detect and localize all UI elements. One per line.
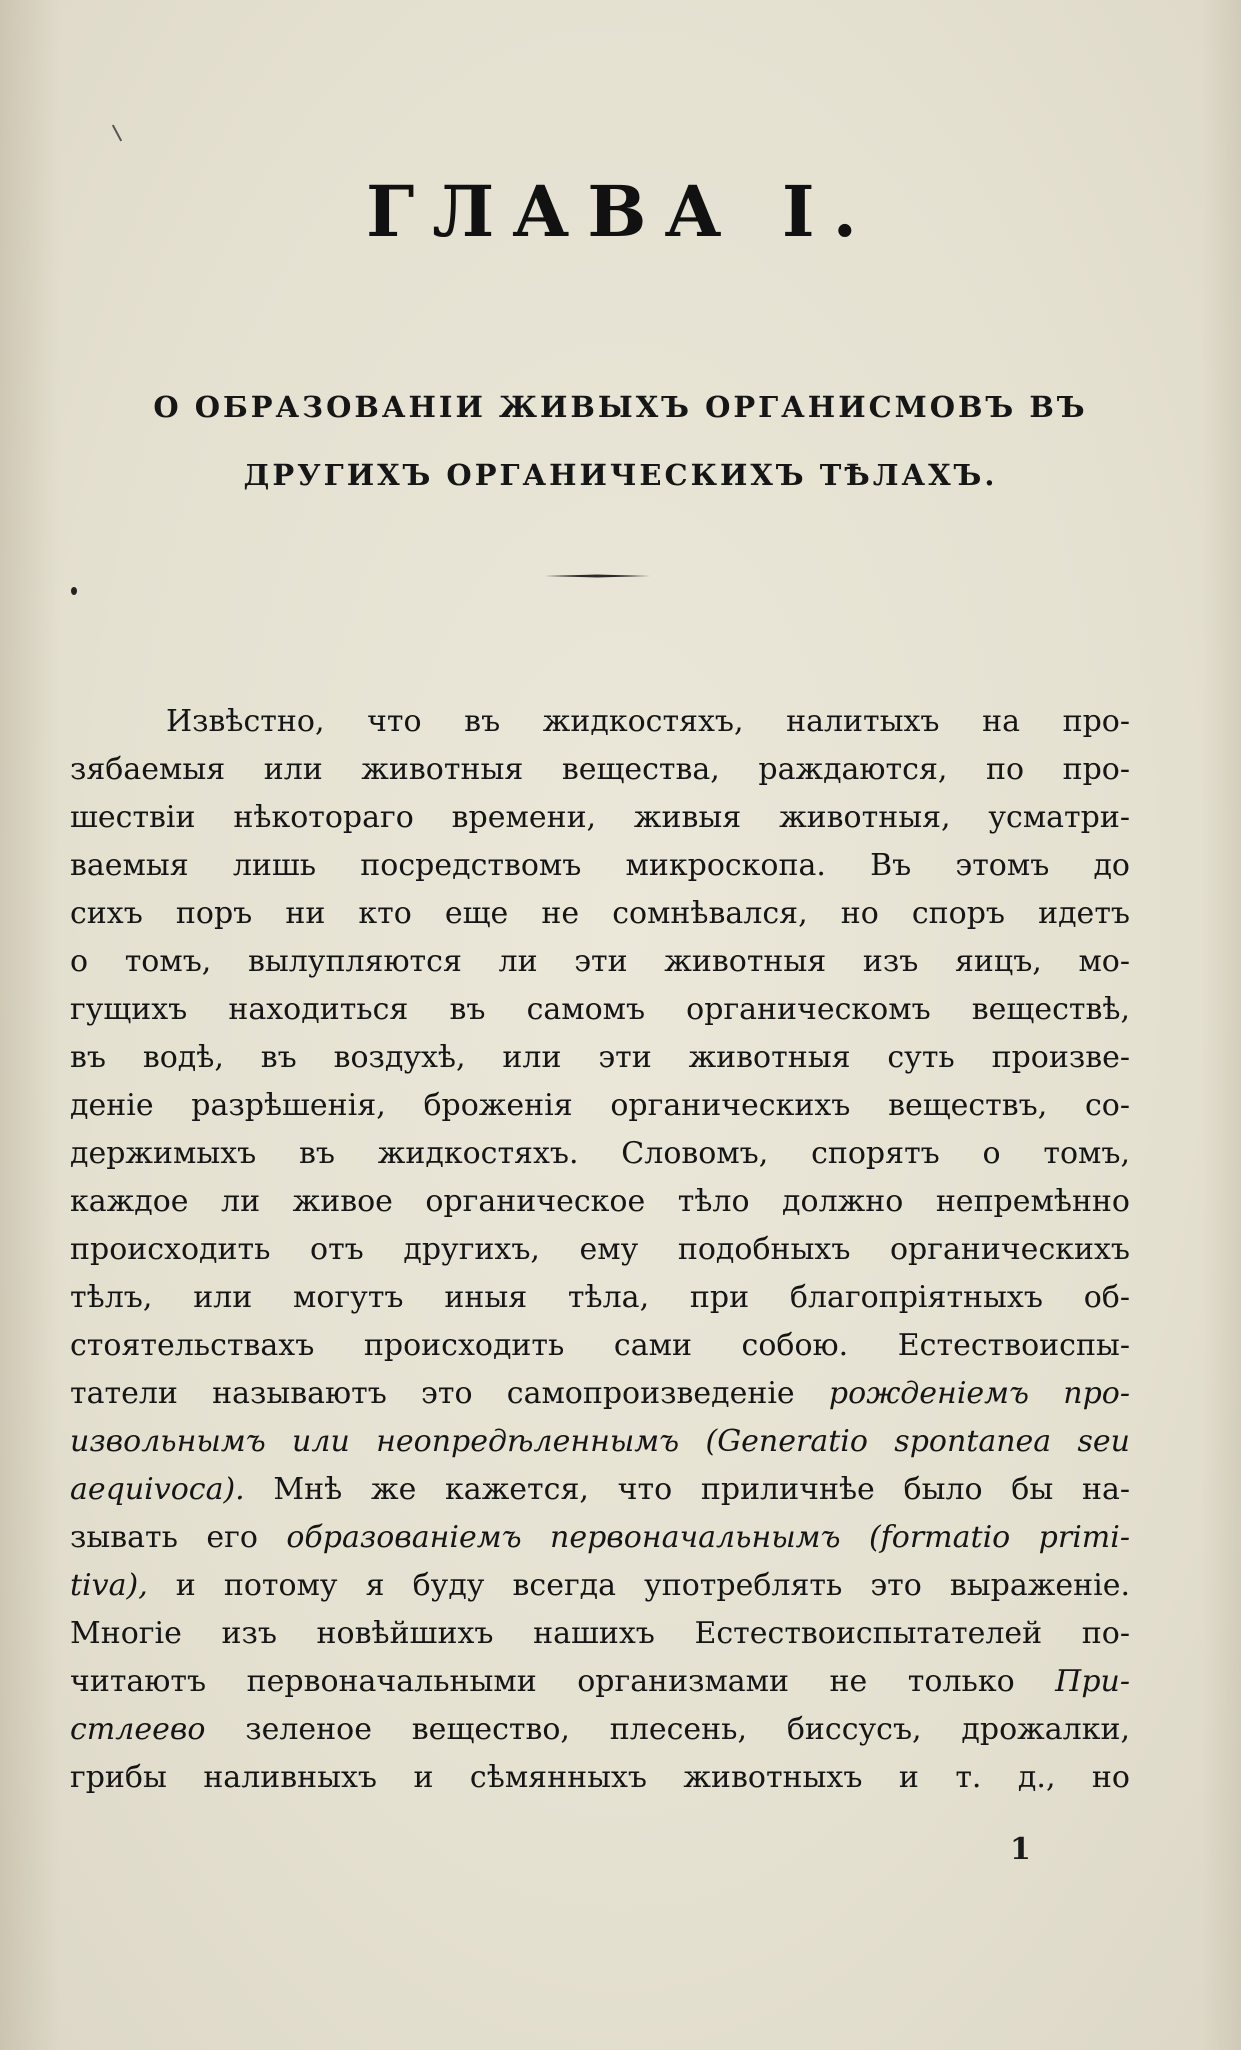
- text-segment: Извѣстно, что въ жидкостяхъ, налитыхъ на про-: [166, 704, 1130, 739]
- text-segment: зывать его: [70, 1520, 287, 1555]
- chapter-heading-line-2: ДРУГИХЪ ОРГАНИЧЕСКИХЪ ТѢЛАХЪ.: [243, 458, 998, 492]
- text-line: [70, 1178, 1130, 1226]
- text-segment: ваемыя лишь посредствомъ микроскопа. Въ этомъ до: [70, 848, 1130, 883]
- body-paragraph: [70, 698, 1130, 1802]
- text-segment: происходить отъ другихъ, ему подобныхъ органическихъ: [70, 1232, 1130, 1267]
- text-line: [70, 1274, 1130, 1322]
- text-line: [70, 1130, 1130, 1178]
- text-segment: зеленое вещество, плесень, биссусъ, дрожалки,: [205, 1712, 1130, 1747]
- text-segment: гущихъ находиться въ самомъ органическомъ веществѣ,: [70, 992, 1130, 1027]
- italic-text-segment: При-: [1055, 1664, 1130, 1699]
- italic-text-segment: aequivoca).: [70, 1472, 245, 1507]
- text-segment: татели называютъ это самопроизведеніе: [70, 1376, 829, 1411]
- page-edge-shadow-right: [1201, 0, 1241, 2050]
- page-number: 1: [1010, 1832, 1031, 1867]
- text-segment: зябаемыя или животныя вещества, раждаются, по про-: [70, 752, 1130, 787]
- chapter-heading-line-1: О ОБРАЗОВАНІИ ЖИВЫХЪ ОРГАНИСМОВЪ ВЪ: [153, 390, 1088, 424]
- text-line: [70, 1322, 1130, 1370]
- text-segment: держимыхъ въ жидкостяхъ. Словомъ, спорятъ о томъ,: [70, 1136, 1130, 1171]
- italic-text-segment: рожденіемъ про-: [828, 1376, 1130, 1411]
- text-segment: Многіе изъ новѣйшихъ нашихъ Естествоиспытателей по-: [70, 1616, 1130, 1651]
- text-line: [70, 1514, 1130, 1562]
- text-segment: и потому я буду всегда употреблять это выраженіе.: [147, 1568, 1130, 1603]
- chapter-title: ГЛАВА I.: [366, 170, 875, 253]
- text-segment: тѣлъ, или могутъ иныя тѣла, при благопріятныхъ об-: [70, 1280, 1130, 1315]
- text-segment: Мнѣ же кажется, что приличнѣе было бы на-: [244, 1472, 1130, 1507]
- text-line: [70, 842, 1130, 890]
- ink-mark: [112, 125, 122, 142]
- text-line: [70, 938, 1130, 986]
- text-line: [70, 1418, 1130, 1466]
- text-segment: о томъ, вылупляются ли эти животныя изъ яицъ, мо-: [70, 944, 1130, 979]
- text-line: [70, 1610, 1130, 1658]
- text-line: [70, 1706, 1130, 1754]
- text-line: [70, 1658, 1130, 1706]
- ornamental-divider: [545, 574, 650, 578]
- text-line: [70, 1034, 1130, 1082]
- text-line: [70, 1466, 1130, 1514]
- text-line: [70, 746, 1130, 794]
- text-segment: читаютъ первоначальными организмами не только: [70, 1664, 1056, 1699]
- text-segment: сихъ поръ ни кто еще не сомнѣвался, но споръ идетъ: [70, 896, 1130, 931]
- text-line: [70, 1226, 1130, 1274]
- text-segment: шествіи нѣкотораго времени, живыя животныя, усматри-: [70, 800, 1130, 835]
- text-segment: стоятельствахъ происходить сами собою. Естествоиспы-: [70, 1328, 1130, 1363]
- text-line: [70, 794, 1130, 842]
- page-edge-shadow-left: [0, 0, 60, 2050]
- italic-text-segment: tiva),: [70, 1568, 148, 1603]
- text-segment: каждое ли живое органическое тѣло должно непремѣнно: [70, 1184, 1130, 1219]
- text-line: [70, 1082, 1130, 1130]
- text-segment: деніе разрѣшенія, броженія органическихъ веществъ, со-: [70, 1088, 1130, 1123]
- italic-text-segment: стлеево: [70, 1712, 206, 1747]
- text-segment: грибы наливныхъ и сѣмянныхъ животныхъ и т. д., но: [70, 1760, 1130, 1795]
- text-line: [70, 698, 1130, 746]
- text-segment: въ водѣ, въ воздухѣ, или эти животныя суть произве-: [70, 1040, 1130, 1075]
- text-line: [70, 890, 1130, 938]
- text-line: [70, 1370, 1130, 1418]
- text-line: [70, 1754, 1130, 1802]
- text-line: [70, 986, 1130, 1034]
- italic-text-segment: извольнымъ или неопредѣленнымъ (Generatio spontanea seu: [70, 1424, 1130, 1459]
- italic-text-segment: образованіемъ первоначальнымъ (formatio primi-: [286, 1520, 1130, 1555]
- text-line: [70, 1562, 1130, 1610]
- ink-speck: [71, 587, 77, 595]
